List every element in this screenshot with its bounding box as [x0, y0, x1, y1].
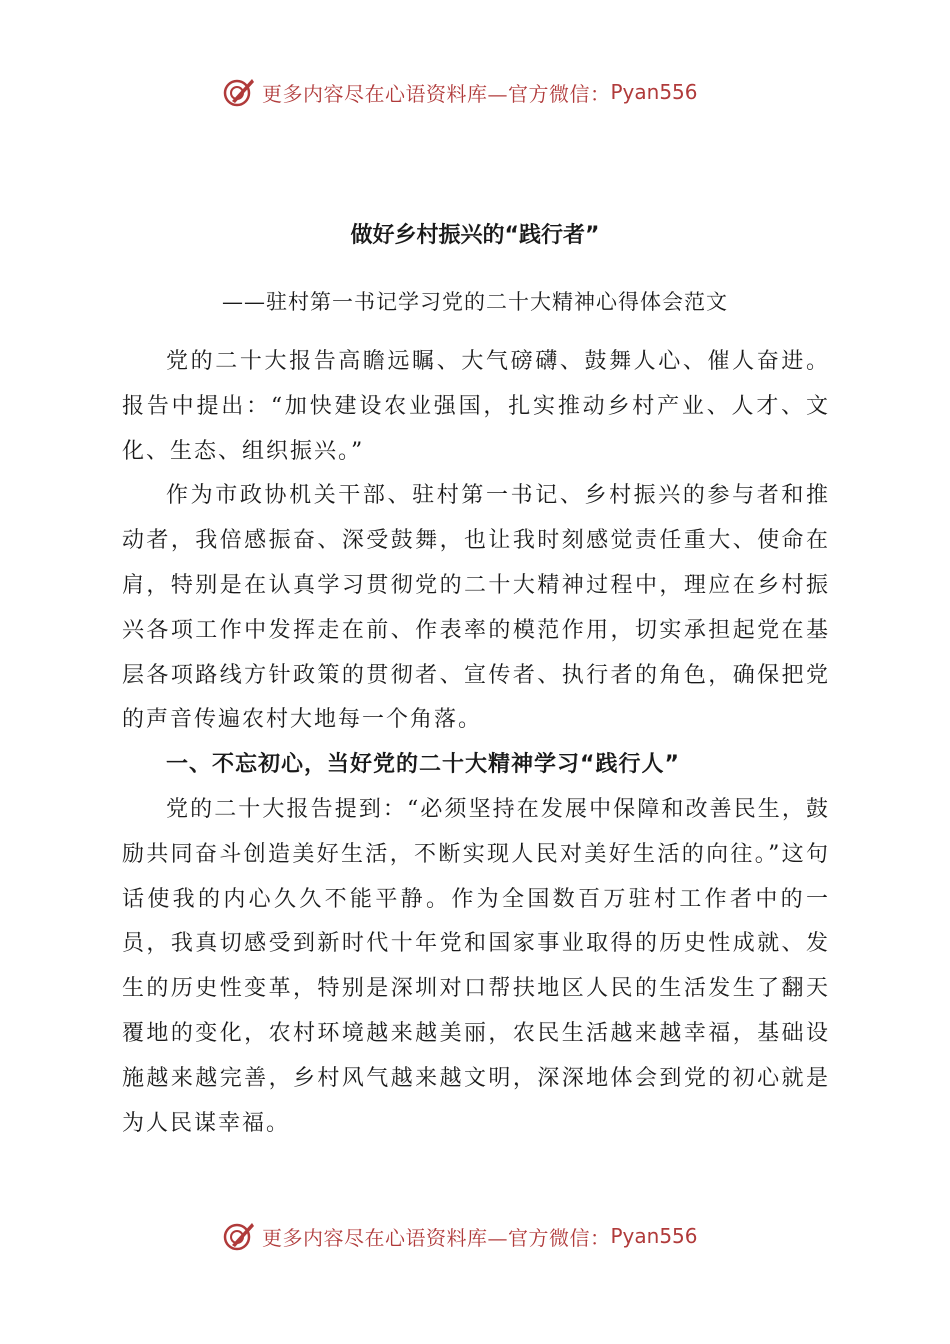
quill-logo-icon: [222, 75, 256, 109]
watermark-wechat-id: Pyan556: [610, 1224, 698, 1248]
section-heading-1: 一、不忘初心，当好党的二十大精神学习“践行人”: [166, 752, 680, 778]
watermark-text: 更多内容尽在心语资料库—官方微信：: [262, 81, 611, 106]
document-title: 做好乡村振兴的“践行者”: [350, 223, 600, 248]
paragraph-2: 作为市政协机关干部、驻村第一书记、乡村振兴的参与者和推动者，我倍感振奋、深受鼓舞，也让我时刻感觉责任重大、使命在肩，特别是在认真学习贯彻党的二十大精神过程中，理应在乡村振兴各项工作中发挥走在前、作表率的模范作用，切实承担起党在基层各项路线方针政策的贯彻者、宣传者、执行者的角色，确保把党的声音传遍农村大地每一个角落。: [122, 483, 830, 733]
watermark-wechat-id: Pyan556: [610, 80, 698, 104]
quill-logo-icon: [222, 1219, 256, 1253]
footer-watermark: [222, 1218, 742, 1254]
document-subtitle: ——驻村第一书记学习党的二十大精神心得体会范文: [222, 290, 728, 314]
paragraph-1: 党的二十大报告高瞻远瞩、大气磅礴、鼓舞人心、催人奋进。报告中提出：“加快建设农业强国，扎实推动乡村产业、人才、文化、生态、组织振兴。”: [122, 349, 830, 464]
document-body: [122, 340, 830, 1146]
header-watermark: [222, 74, 742, 110]
watermark-text: 更多内容尽在心语资料库—官方微信：: [262, 1225, 611, 1250]
paragraph-3: 党的二十大报告提到：“必须坚持在发展中保障和改善民生，鼓励共同奋斗创造美好生活，不断实现人民对美好生活的向往。”这句话使我的内心久久不能平静。作为全国数百万驻村工作者中的一员，我真切感受到新时代十年党和国家事业取得的历史性成就、发生的历史性变革，特别是深圳对口帮扶地区人民的生活发生了翻天覆地的变化，农村环境越来越美丽，农民生活越来越幸福，基础设施越来越完善，乡村风气越来越文明，深深地体会到党的初心就是为人民谋幸福。: [122, 796, 830, 1136]
